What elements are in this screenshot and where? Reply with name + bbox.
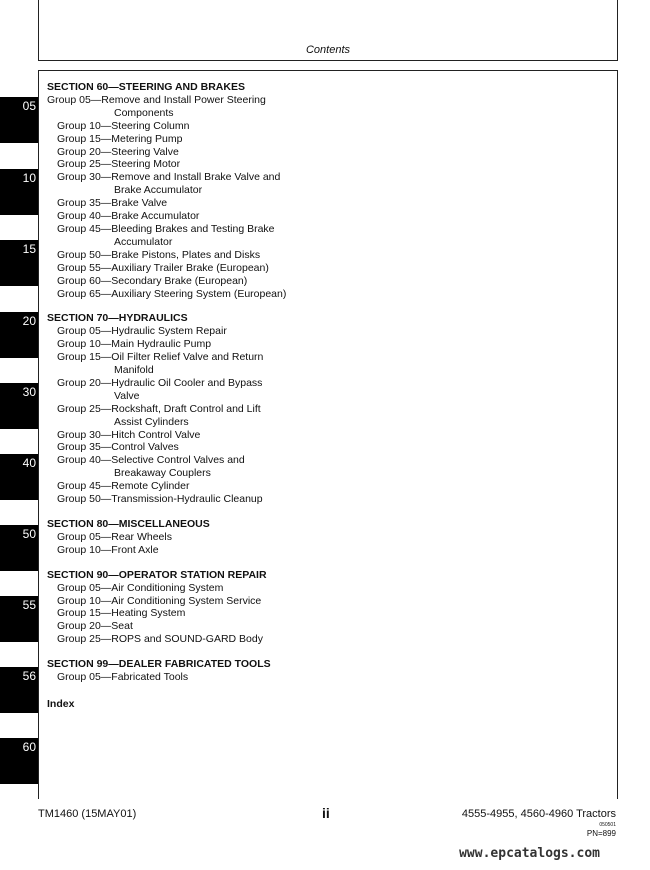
toc-group-entry[interactable]: Group 05—Hydraulic System Repair [57,325,227,338]
toc-group-entry[interactable]: Group 40—Selective Control Valves and [57,454,245,467]
toc-group-entry[interactable]: Group 15—Heating System [57,607,186,620]
toc-group-entry[interactable]: Group 05—Air Conditioning System [57,581,224,594]
manual-code: TM1460 (15MAY01) [38,808,137,820]
section-tab-label: 55 [22,598,36,612]
section-tab-label: 40 [22,456,36,470]
toc-group-entry-continued: Brake Accumulator [114,184,203,197]
toc-group-entry-continued: Breakaway Couplers [114,467,211,480]
toc-group-entry[interactable]: Group 10—Air Conditioning System Service [57,594,262,607]
section-tab-label: 60 [22,740,36,754]
section-tab-label: 20 [22,314,36,328]
toc-group-entry[interactable]: Group 30—Remove and Install Brake Valve and [57,171,281,184]
toc-group-entry-continued: Valve [114,389,140,402]
section-tab-05[interactable] [0,97,38,143]
tractor-models: 4555-4955, 4560-4960 Tractors [461,808,616,820]
section-tab-20[interactable] [0,312,38,358]
toc-group-entry[interactable]: Group 25—ROPS and SOUND-GARD Body [57,633,263,646]
page-number: ii [322,805,330,821]
toc-group-entry[interactable]: Group 35—Control Valves [57,441,179,454]
section-tab-label: 10 [22,171,36,185]
section-tab-30[interactable] [0,383,38,429]
toc-group-entry[interactable]: Group 55—Auxiliary Trailer Brake (European) [57,261,269,274]
toc-group-entry[interactable]: Group 15—Oil Filter Relief Valve and Return [57,351,264,364]
toc-group-entry[interactable]: Group 05—Rear Wheels [57,530,172,543]
section-tab-label: 05 [22,99,36,113]
toc-group-entry[interactable]: Group 05—Fabricated Tools [57,671,189,684]
toc-group-entry-continued: Assist Cylinders [114,415,189,428]
section-tab-40[interactable] [0,454,38,500]
toc-group-entry[interactable]: Group 20—Hydraulic Oil Cooler and Bypass [57,376,263,389]
page-pn: PN=899 [586,829,616,838]
toc-group-entry-continued: Components [114,106,174,119]
print-code: 050501 [599,822,616,828]
toc-group-entry[interactable]: Group 40—Brake Accumulator [57,210,200,223]
watermark-url: www.epcatalogs.com [459,846,600,861]
page-header-title: Contents [305,44,351,56]
section-tab-60[interactable] [0,738,38,784]
toc-section [47,658,587,684]
toc-group-entry[interactable]: Group 25—Rockshaft, Draft Control and Lift [57,402,261,415]
section-tab-label: 15 [22,242,36,256]
toc-section [47,518,587,557]
section-tab-label: 30 [22,385,36,399]
section-tab-label: 56 [22,669,36,683]
toc-group-entry[interactable]: Group 25—Steering Motor [57,158,181,171]
section-tab-label: 50 [22,527,36,541]
section-tab-55[interactable] [0,596,38,642]
toc-group-entry[interactable]: Group 50—Brake Pistons, Plates and Disks [57,248,261,261]
toc-group-entry[interactable]: Group 10—Main Hydraulic Pump [57,338,212,351]
toc-group-entry-continued: Accumulator [114,235,173,248]
section-title[interactable]: SECTION 99—DEALER FABRICATED TOOLS [47,658,271,671]
toc-group-entry[interactable]: Group 60—Secondary Brake (European) [57,274,248,287]
toc-group-entry[interactable]: Group 10—Front Axle [57,543,159,556]
section-title[interactable]: SECTION 70—HYDRAULICS [47,312,188,325]
toc-group-entry[interactable]: Group 50—Transmission-Hydraulic Cleanup [57,493,263,506]
section-tab-50[interactable] [0,525,38,571]
toc-group-entry[interactable]: Group 20—Seat [57,620,133,633]
toc-group-entry[interactable]: Group 65—Auxiliary Steering System (European) [57,287,287,300]
index-link[interactable]: Index [47,697,75,710]
toc-group-entry[interactable]: Group 15—Metering Pump [57,132,183,145]
section-title[interactable]: SECTION 90—OPERATOR STATION REPAIR [47,568,267,581]
toc-group-entry[interactable]: Group 05—Remove and Install Power Steering [47,93,266,106]
toc-group-entry[interactable]: Group 10—Steering Column [57,119,190,132]
toc-section [47,312,587,506]
toc-group-entry[interactable]: Group 30—Hitch Control Valve [57,428,201,441]
toc-group-entry[interactable]: Group 45—Bleeding Brakes and Testing Brake [57,222,275,235]
table-of-contents [47,81,587,711]
toc-group-entry[interactable]: Group 20—Steering Valve [57,145,179,158]
toc-section [47,569,587,646]
toc-group-entry[interactable]: Group 35—Brake Valve [57,197,168,210]
toc-group-entry[interactable]: Group 45—Remote Cylinder [57,480,190,493]
section-title[interactable]: SECTION 80—MISCELLANEOUS [47,518,210,530]
section-tab-10[interactable] [0,169,38,215]
section-tab-56[interactable] [0,667,38,713]
toc-group-entry-continued: Manifold [114,364,154,377]
section-title[interactable]: SECTION 60—STEERING AND BRAKES [47,81,245,93]
toc-section [47,81,587,300]
section-tab-15[interactable] [0,240,38,286]
